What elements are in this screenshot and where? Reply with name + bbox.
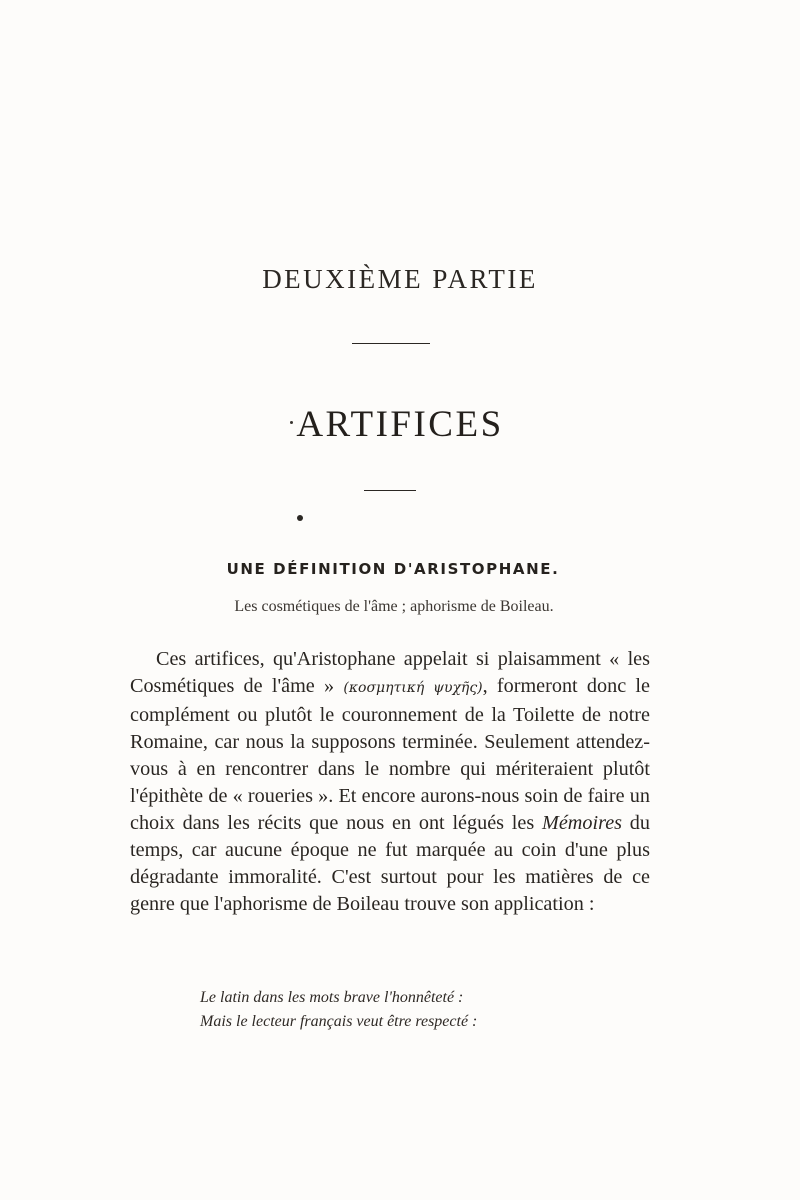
greek-phrase: (κοσμητική ψυχῆς) <box>343 680 483 696</box>
title-rule-lower <box>364 490 416 491</box>
body-paragraph <box>130 646 650 918</box>
chapter-title: ARTIFICES <box>296 404 504 445</box>
section-heading: UNE DÉFINITION D'ARISTOPHANE. <box>226 560 560 578</box>
part-title: DEUXIÈME PARTIE <box>262 264 538 294</box>
memoires-title: Mémoires <box>542 812 623 834</box>
verse-line: Mais le lecteur français veut être respecté : <box>200 1013 478 1030</box>
verse-line: Le latin dans les mots brave l'honnêteté : <box>200 989 464 1006</box>
paragraph-text-2: , formeront donc le complément ou plutôt le couronnement de la Toilette de notre Romaine, car nous la supposons terminée. Seulement attendez-vous à en rencontrer dans le nombre qui mériteraient plutôt l'épithète de « roueries ». Et encore aurons-nous soin de faire un choix dans les récits que nous en ont légués les <box>130 675 650 834</box>
title-rule-upper <box>352 343 430 344</box>
ink-dot <box>297 515 303 521</box>
paragraph-text-1: Ces artifices, qu'Aristophane appelait si plaisamment « les Cosmétiques de l'âme » <box>130 648 650 697</box>
section-summary: Les cosmétiques de l'âme ; aphorisme de Boileau. <box>234 598 554 615</box>
paragraph-text-3: du temps, car aucune époque ne fut marquée au coin d'une plus dégradante immoralité. C'est surtout pour les matières de ce genre que l'aphorisme de Boileau trouve son application : <box>130 812 650 915</box>
